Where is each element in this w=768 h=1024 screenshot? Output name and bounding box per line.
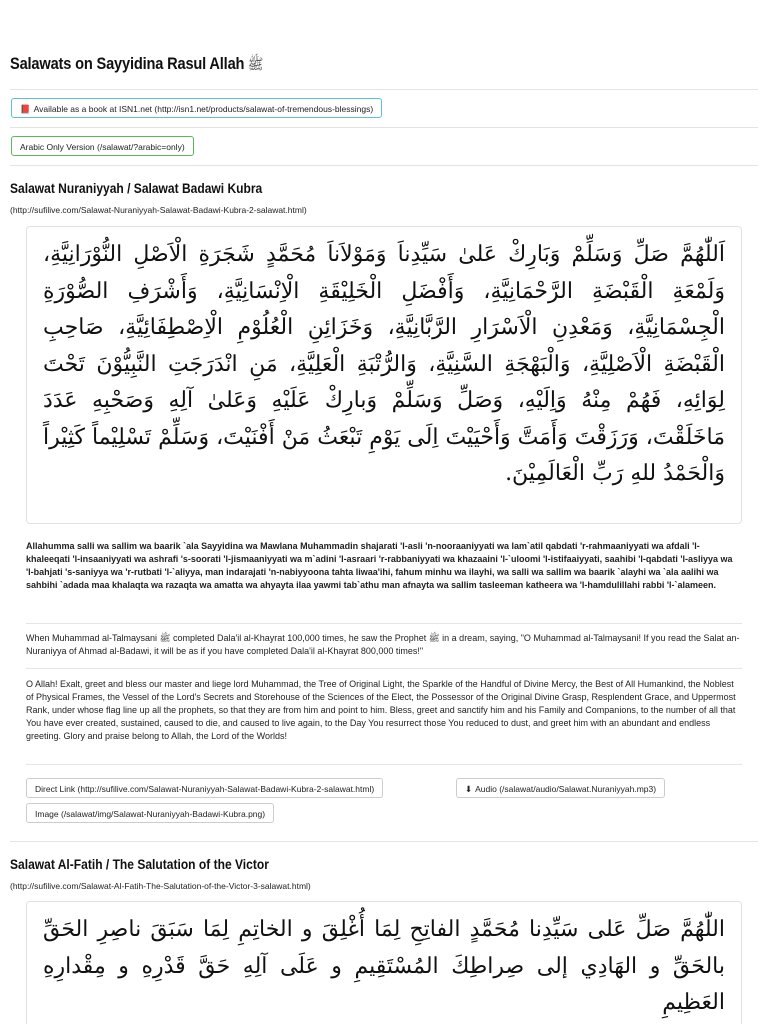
translation-text: O Allah! Exalt, greet and bless our master and liege lord Muhammad, the Tree of Original Light, the Sparkle of the Handful of Divine Mercy, the Best of All Humankind, the Noblest of Physical Frames, the Vessel of the Lord's Secrets and Storehouse of the Sciences of the Elect, the Possessor of the Original Divine Grasp, Resplendent Grace, and Uppermost Rank, under whose flag line up all the prophets, so that they are from him and point to him. Bless, greet and sanctify him and his Family and Companions, to the number of all that You have ever created, sustained, caused to die, and caused to live again, to the Day You resurrect those You reduced to dust, and greet him with an abundant and endless greeting. Glory and praise belong to Allah, the Lord of the Worlds! [26,679,736,741]
audio-label: Audio (/salawat/audio/Salawat.Nuraniyyah.mp3) [475,784,657,794]
page-title [10,54,263,77]
book-link-button[interactable] [11,98,382,118]
divider [10,127,758,128]
book-link-label: Available as a book at ISN1.net (http://isn1.net/products/salawat-of-tremendous-blessings) [33,104,374,114]
divider [10,165,758,166]
salawat-source-link[interactable]: (http://sufilive.com/Salawat-Nuraniyyah-Salawat-Badawi-Kubra-2-salawat.html) [10,205,307,215]
arabic-only-label: Arabic Only Version (/salawat/?arabic=only) [20,142,185,152]
download-icon: ⬇ [465,784,473,794]
page-title-text: Salawats on Sayyidina Rasul Allah [10,54,245,73]
arabic-only-button[interactable] [11,136,194,156]
transliteration-text: Allahumma salli wa sallim wa baarik `ala Sayyidina wa Mawlana Muhammadin shajarati 'l-asli 'n-nooraaniyyati wa lam`atil qabdati 'r-rahmaaniyyati wa afdali 'l-khaleeqati 'l-insaaniyyati wa ashrafi 's-soorati 'l-jismaaniyyati wa m`adini 'l-asraari 'r-rabbaniyyati wa khazaaini 'l-`uloomi 'l-istifaaiyyati, saahibi 'l-qabdati 'l-asliyya wa 'l-bahjati 's-saniyya wa 'r-rutbati 'l-`aliyya, man indarajati 'n-nabiyyoona tahta liwaa'ihi, fahum minhu wa ilayhi, wa salli wa sallim wa baarik `alayhi wa `ala aalihi wa sahbihi `adada maa khalaqta wa razaqta wa amatta wa ahyayta ilaa yawmi tab`athu man afnayta wa sallim tasleeman katheera wa 'l-hamdulillahi rabbi 'l-`alameen. [26,541,733,590]
story-text: When Muhammad al-Talmaysani ﷺ completed Dala'il al-Khayrat 100,000 times, he saw the Prophet ﷺ in a dream, saying, "O Muhammad al-Talmaysani! If you read the Salat an-Nuraniyya of Ahmad al-Badawi, it will be as if you have completed Dala'il al-Khayrat 800,000 times!" [26,633,740,656]
arabic-text-box [26,226,742,524]
divider [26,668,742,669]
divider [26,623,742,624]
divider [10,89,758,90]
salawat-title: Salawat Al-Fatih / The Salutation of the Victor [10,856,269,872]
divider [10,841,758,842]
seal-glyph: ﷺ [247,56,264,73]
book-icon: 📕 [20,104,31,114]
image-button[interactable] [26,803,274,823]
audio-button[interactable] [456,778,665,798]
image-label: Image (/salawat/img/Salawat-Nuraniyyah-Badawi-Kubra.png) [35,809,266,819]
arabic-text: اَللّٰهُمَّ صَلِّ وَسَلِّمْ وَبَارِكْ عَلىٰ سَيِّدِناَ وَمَوْلاَناَ مُحَمَّدٍ شَجَرَةِ الْاَصْلِ النُّوْرَانِيَّةِ، وَلَمْعَةِ الْقَبْضَةِ الرَّحْمَانِيَّةِ، وَأَفْضَلِ الْخَلِيْقَةِ الْاِنْسَانِيَّةِ، وَأَشْرَفِ الصُّوْرَةِ الْجِسْمَانِيَّةِ، وَمَعْدِنِ الْاَسْرَارِ الرَّبَّانِيَّةِ، وَخَزَائِنِ الْعُلُوْمِ الْاِصْطِفَائِيَّةِ، صَاحِبِ الْقَبْضَةِ الْاَصْلِيَّةِ، وَالْبَهْجَةِ السَّنِيَّةِ، وَالرُّتْبَةِ الْعَلِيَّةِ، مَنِ انْدَرَجَتِ النَّبِيُّوْنَ تَحْتَ لِوَائِهِ، فَهُمْ مِنْهُ وَاِلَيْهِ، وَصَلِّ وَسَلِّمْ وَبارِكْ عَلَيْهِ وَعَلىٰ آلِهِ وَصَحْبِهِ عَدَدَ مَاخَلَقْتَ، وَرَزَقْتَ وَأَمَتَّ وَأَحْيَيْتَ اِلَى يَوْمِ تَبْعَثُ مَنْ أَفْنَيْتَ، وَسَلِّمْ تَسْلِيْماً كَثِيْراً وَالْحَمْدُ للهِ رَبِّ الْعَالَمِيْنَ. [43,242,725,486]
salawat-source-link[interactable]: (http://sufilive.com/Salawat-Al-Fatih-The-Salutation-of-the-Victor-3-salawat.html) [10,881,311,891]
divider [26,764,742,765]
direct-link-button[interactable] [26,778,383,798]
arabic-text: اللّٰهُمَّ صَلِّ عَلى سَيِّدِنا مُحَمَّدٍ الفاتِحِ لِمَا أُغْلِقَ و الخاتِمِ لِمَا سَبَقَ ناصِرِ الحَقِّ بالحَقِّ و الهَادِي إلى صِراطِكَ المُسْتَقِيمِ و عَلَى آلِهِ حَقَّ قَدْرِهِ و مِقْدارِهِ العَظِيمِ [43,917,725,1015]
salawat-title: Salawat Nuraniyyah / Salawat Badawi Kubra [10,180,263,196]
direct-link-label: Direct Link (http://sufilive.com/Salawat-Nuraniyyah-Salawat-Badawi-Kubra-2-salawat.html) [35,784,375,794]
arabic-text-box [26,901,742,1024]
